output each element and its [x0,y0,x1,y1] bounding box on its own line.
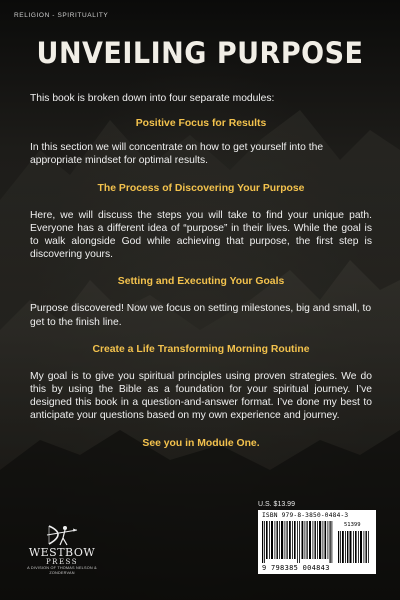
module-2-text: Here, we will discuss the steps you will take to find your unique path. Everyone has a different idea of “purpose” in their lives. While the goal is to walk alongside God while achieving that purpose, the first step is discovering yours. [30,209,372,261]
closing-heading: See you in Module One. [142,437,260,449]
category-label: RELIGION - SPIRITUALITY [14,12,109,19]
publisher-name: WESTBOW [28,546,96,559]
barcode-number: 9 798385 004843 [262,564,330,572]
publisher-logo [16,524,108,576]
publisher-tagline: A DIVISION OF THOMAS NELSON & ZONDERVAN [27,566,97,575]
module-4-heading: Create a Life Transforming Morning Routine [92,343,310,355]
publisher-press: PRESS [45,558,79,566]
module-2-heading: The Process of Discovering Your Purpose [97,182,305,194]
module-3-heading: Setting and Executing Your Goals [117,276,285,288]
description-body [30,92,372,449]
barcode-addon-number: 51399 [344,522,361,528]
price-label: U.S. $13.99 [258,501,295,508]
archer-icon [45,524,79,546]
book-title: UNVEILING PURPOSE [36,36,364,71]
isbn-label: ISBN 979-8-3850-0484-3 [262,512,349,519]
module-3-text: Purpose discovered! Now we focus on setting milestones, big and small, to get to the finish line. [30,303,372,328]
module-1-heading: Positive Focus for Results [135,118,267,130]
barcode [258,510,376,574]
module-4-text: My goal is to give you spiritual principles using proven strategies. We do this by using the Bible as a foundation for your spiritual journey. I’ve designed this book in a question-and-answer format. I’ve done my best to anticipate your questions based on my own experience and journey. [30,370,372,422]
module-1-text: In this section we will concentrate on how to get yourself into the appropriate mindset for optimal results. [30,142,324,167]
intro-text: This book is broken down into four separate modules: [30,93,275,104]
